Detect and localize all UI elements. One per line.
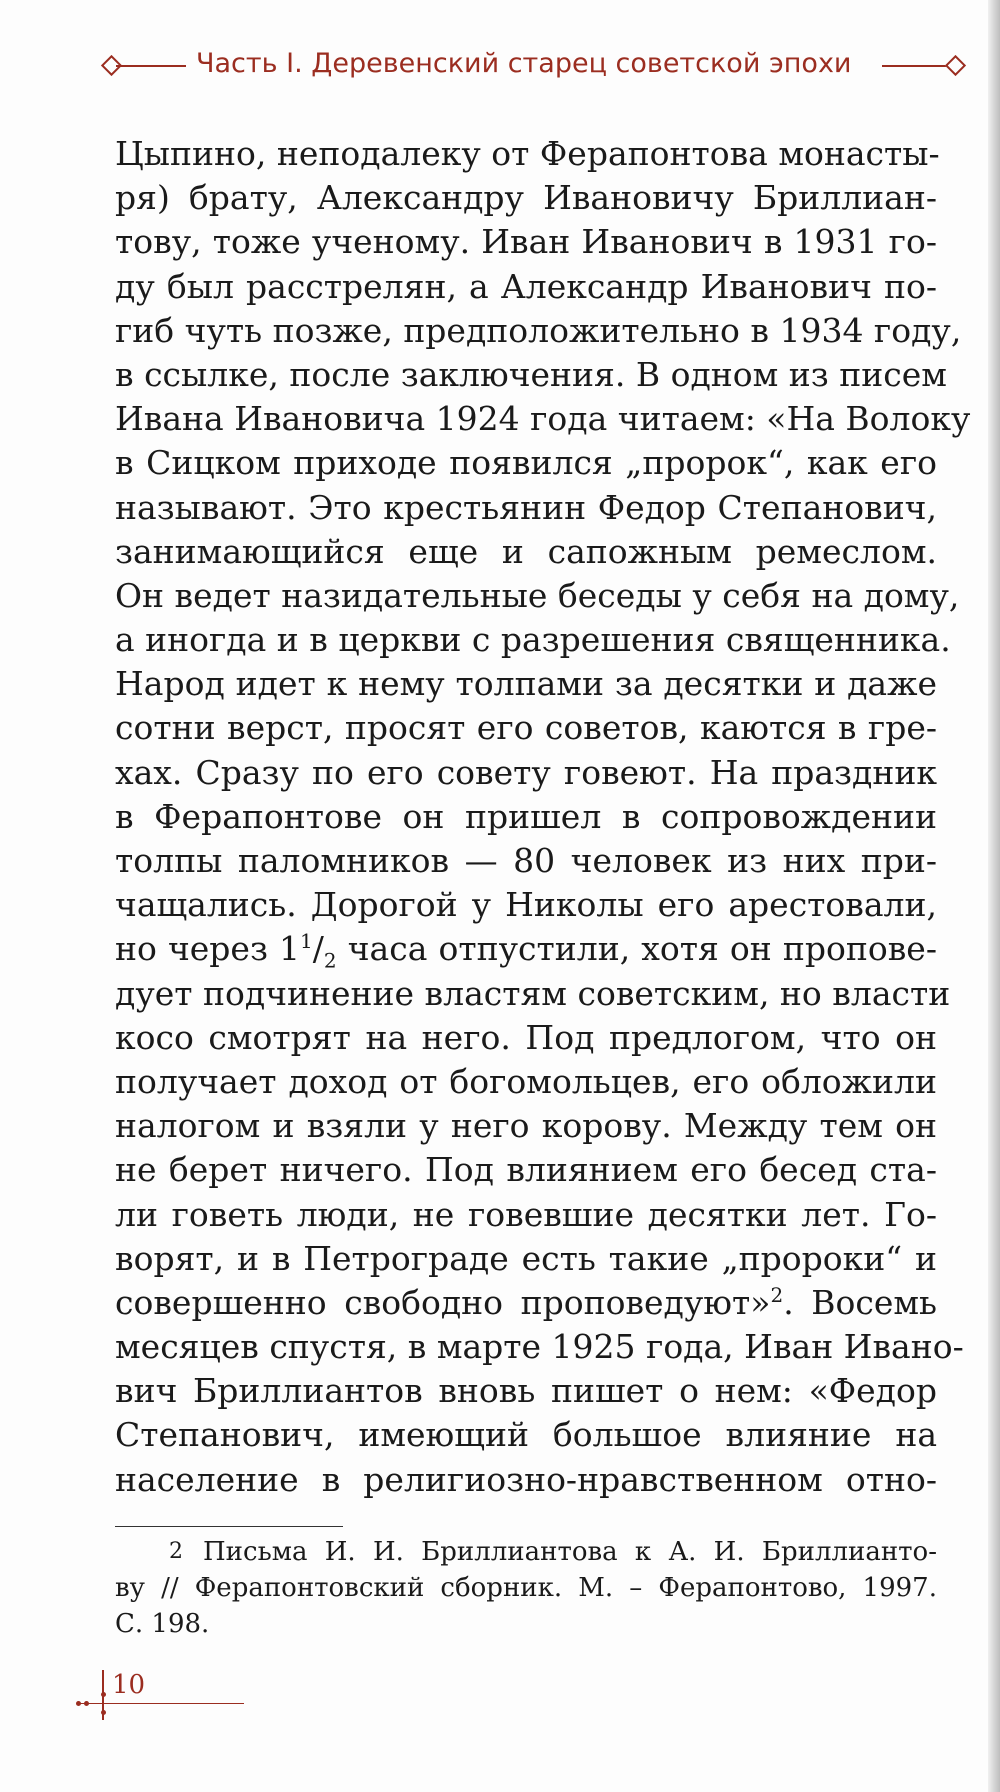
fraction-numerator: 1 bbox=[300, 929, 313, 954]
text-line: в Ферапонтове он пришел в сопровождении bbox=[115, 796, 937, 836]
header-rule-right bbox=[882, 65, 950, 67]
text-line: толпы паломников — 80 человек из них при- bbox=[115, 841, 937, 880]
folio-rule-horizontal bbox=[80, 1703, 244, 1704]
text-line: ду был расстрелян, а Александр Иванович по- bbox=[115, 266, 937, 306]
fraction-tail: часа отпустили, хотя он пропове- bbox=[336, 929, 937, 969]
fraction-lead: но через 1 bbox=[115, 929, 301, 969]
page-number: 10 bbox=[112, 1670, 146, 1700]
ornament-dot-icon bbox=[101, 1692, 106, 1697]
fraction-denominator: 2 bbox=[323, 948, 337, 973]
text-line: чащались. Дорогой у Николы его арестовали, bbox=[115, 885, 937, 925]
body-text bbox=[115, 132, 971, 1502]
text-line: Ивана Ивановича 1924 года читаем: «На Волоку bbox=[115, 399, 971, 439]
text-line: месяцев спустя, в марте 1925 года, Иван Ивано- bbox=[115, 1327, 964, 1367]
footnote-line bbox=[115, 1534, 937, 1570]
text-line-footnote-ref bbox=[115, 1281, 937, 1325]
ornament-dot-icon bbox=[76, 1701, 81, 1706]
text-line: косо смотрят на него. Под предлогом, что он bbox=[115, 1017, 937, 1057]
text-line: получает доход от богомольцев, его обложили bbox=[115, 1061, 937, 1101]
text-line: гиб чуть позже, предположительно в 1934 году, bbox=[115, 310, 962, 350]
ornament-dot-icon bbox=[84, 1701, 89, 1706]
text-line: не берет ничего. Под влиянием его бесед ста- bbox=[115, 1150, 937, 1190]
text-line: Народ идет к нему толпами за десятки и даже bbox=[115, 664, 937, 704]
footnote-number: 2 bbox=[169, 1539, 183, 1564]
text-line: в ссылке, после заключения. В одном из писем bbox=[115, 354, 947, 394]
text-line: тову, тоже ученому. Иван Иванович в 1931 го- bbox=[115, 222, 937, 262]
fnref-lead: совершенно свободно проповедуют» bbox=[115, 1282, 771, 1322]
text-line: вич Бриллиантов вновь пишет о нем: «Федор bbox=[115, 1371, 937, 1411]
text-line: хах. Сразу по его совету говеют. На праздник bbox=[115, 752, 937, 792]
text-line: ли говеть люди, не говевшие десятки лет. Го- bbox=[115, 1194, 937, 1234]
fraction-slash: / bbox=[312, 929, 324, 969]
footnote-separator bbox=[115, 1526, 343, 1527]
text-line: ворят, и в Петрограде есть такие „пророки“ и bbox=[115, 1238, 937, 1278]
page-edge bbox=[988, 0, 1000, 1792]
text-line: налогом и взяли у него корову. Между тем он bbox=[115, 1106, 937, 1146]
text-line: население в религиозно-нравственном отно- bbox=[115, 1459, 937, 1499]
footnote-text: Письма И. И. Бриллиантова к А. И. Бриллианто- bbox=[203, 1537, 937, 1567]
folio bbox=[76, 1660, 196, 1720]
text-line-fraction bbox=[115, 927, 937, 971]
text-line: Степанович, имеющий большое влияние на bbox=[115, 1415, 937, 1455]
header-rule-left bbox=[116, 65, 186, 67]
footnote-line: С. 198. bbox=[115, 1609, 210, 1639]
fnref-tail: . Восемь bbox=[783, 1282, 938, 1322]
footnote-line: ву // Ферапонтовский сборник. М. – Ферапонтово, 1997. bbox=[115, 1573, 937, 1603]
footnote bbox=[115, 1534, 937, 1642]
footnote-reference[interactable]: 2 bbox=[770, 1282, 784, 1307]
diamond-ornament-icon bbox=[945, 55, 966, 76]
text-line: занимающийся еще и сапожным ремеслом. bbox=[115, 531, 937, 571]
text-line: Он ведет назидательные беседы у себя на дому, bbox=[115, 575, 960, 615]
text-line: называют. Это крестьянин Федор Степанович, bbox=[115, 487, 937, 527]
ornament-dot-icon bbox=[101, 1710, 106, 1715]
text-line: в Сицком приходе появился „пророк“, как его bbox=[115, 443, 937, 483]
text-line: дует подчинение властям советским, но власти bbox=[115, 973, 951, 1013]
text-line: а иногда и в церкви с разрешения священника. bbox=[115, 620, 951, 660]
chapter-title: Часть I. Деревенский старец советской эпохи bbox=[196, 48, 852, 79]
text-line: ря) брату, Александру Ивановичу Бриллиан- bbox=[115, 178, 937, 218]
text-line: сотни верст, просят его советов, каются в гре- bbox=[115, 708, 937, 748]
text-line: Цыпино, неподалеку от Ферапонтова монасты- bbox=[115, 134, 940, 173]
running-header bbox=[102, 46, 972, 86]
